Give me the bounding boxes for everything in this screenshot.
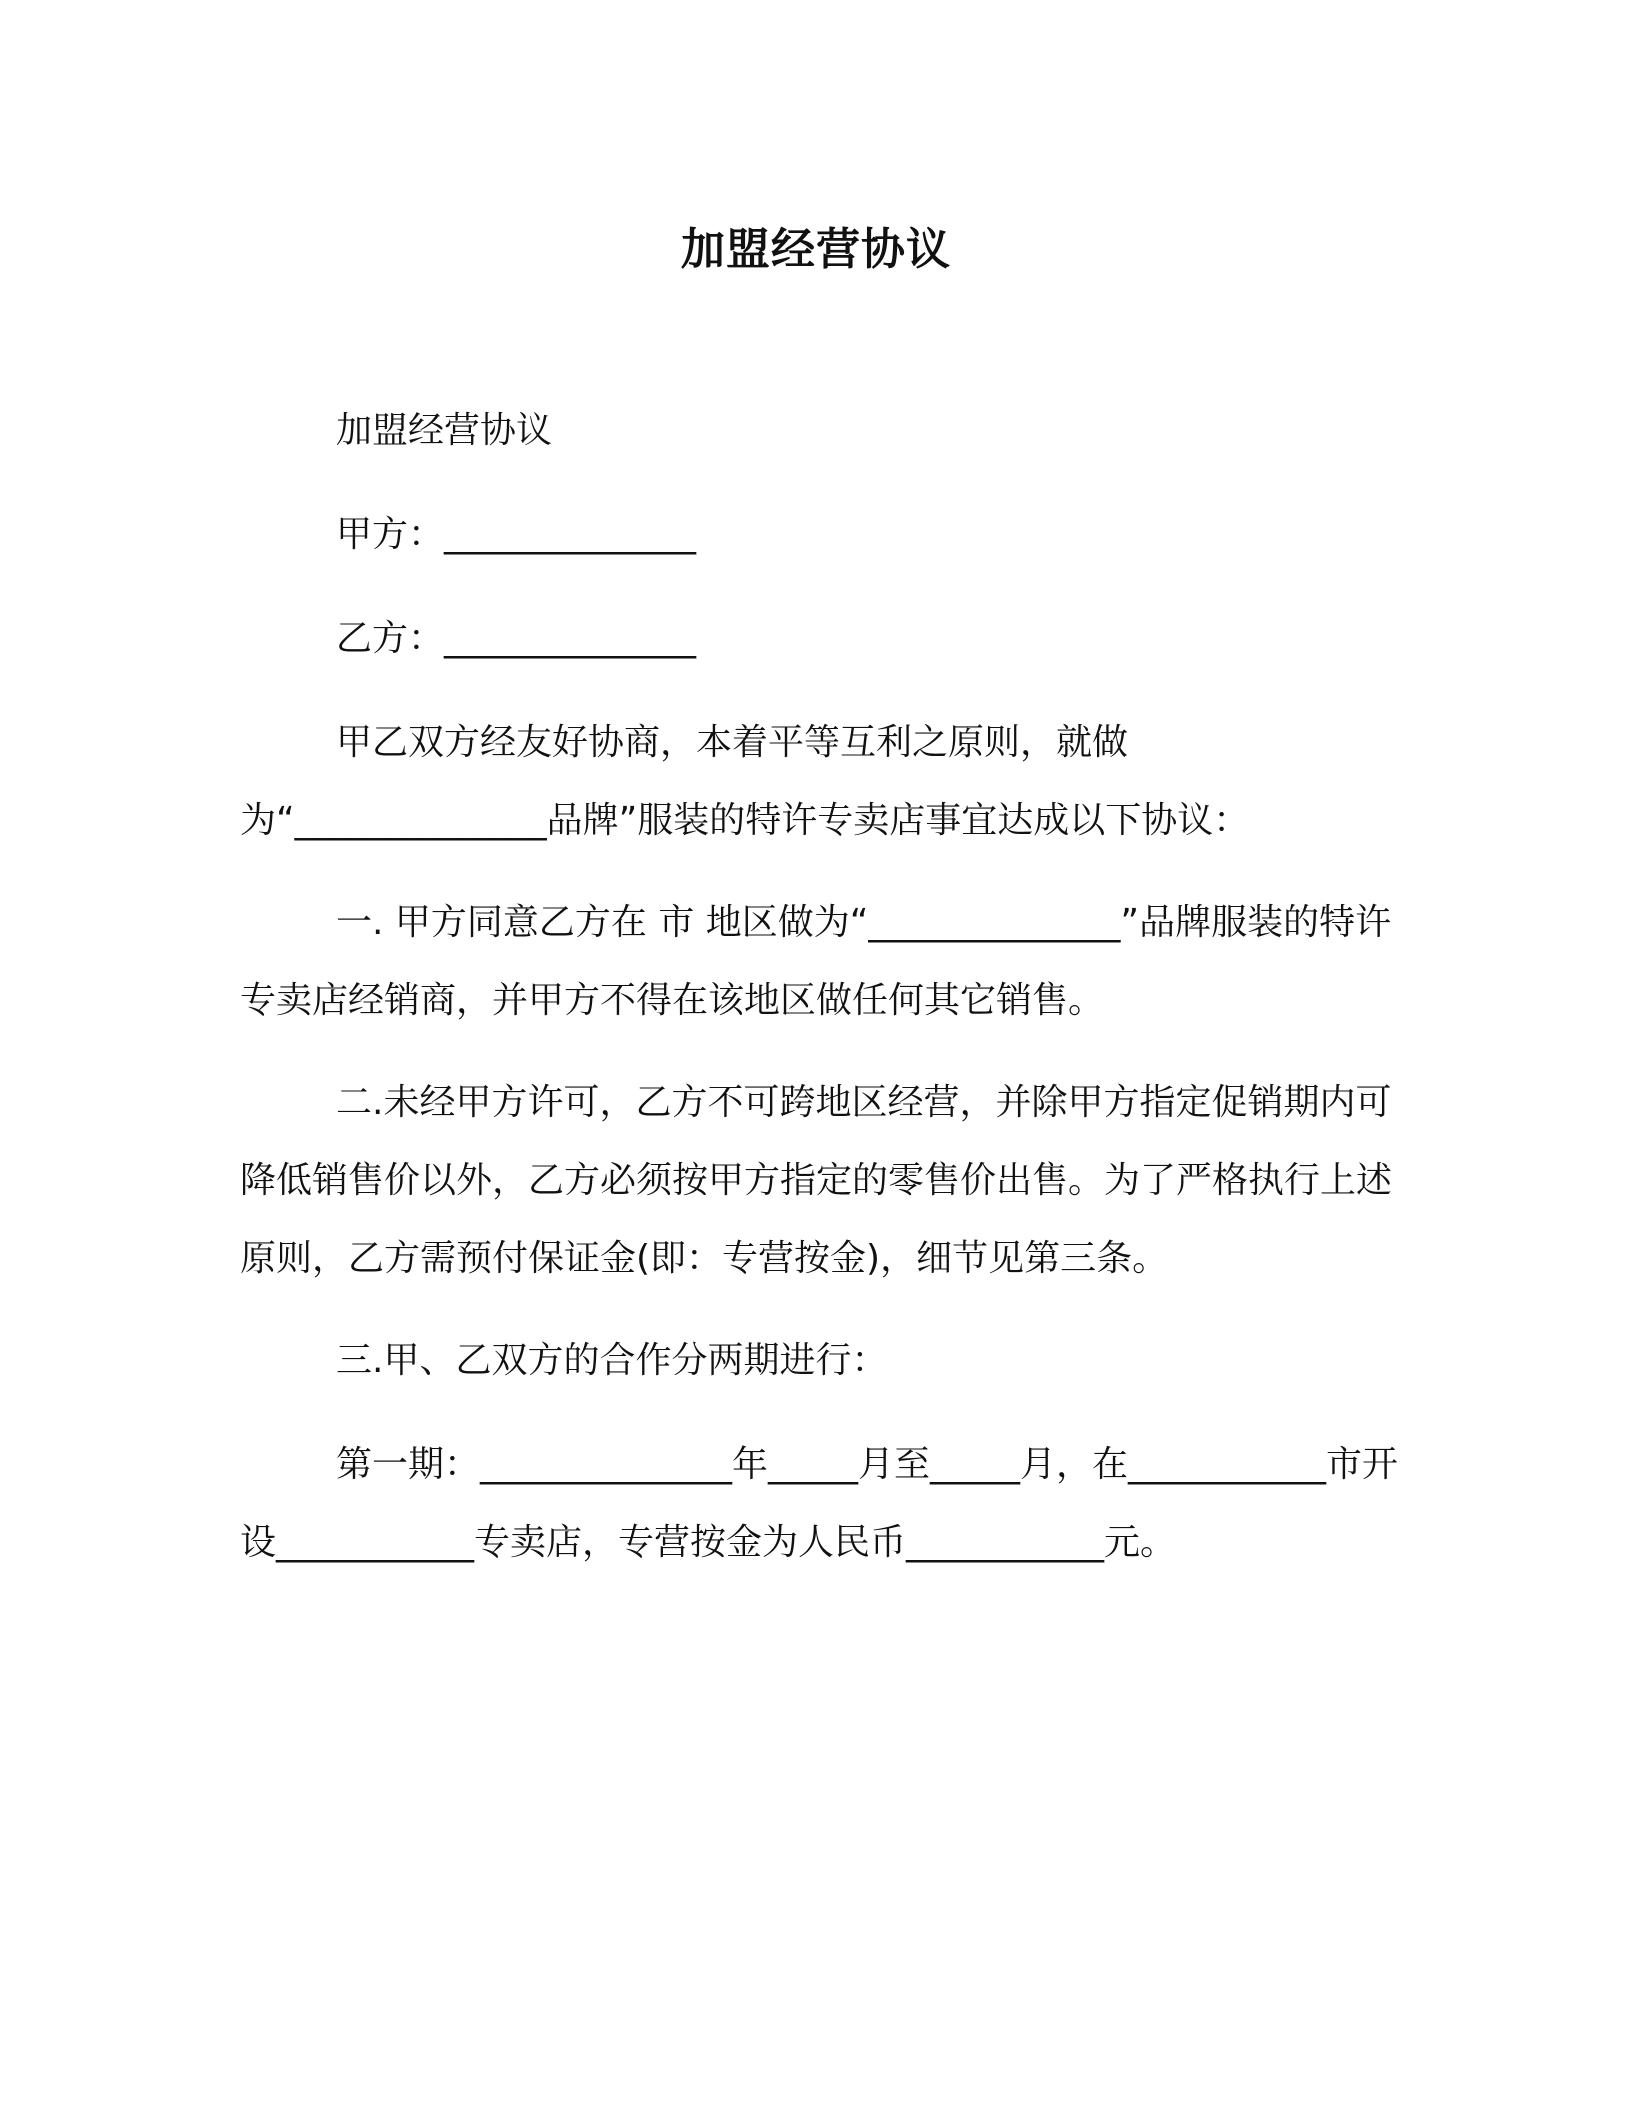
paragraph-phase-1: 第一期：______________年_____月至_____月，在___________市开设___________专卖店，专营按金为人民币___________元。 — [240, 1444, 1399, 1563]
paragraph-party-b: 乙方：______________ — [336, 618, 697, 659]
paragraph-intro: 甲乙双方经友好协商，本着平等互利之原则，就做为“______________品牌”服装的特许专卖店事宜达成以下协议： — [240, 722, 1250, 841]
paragraph-clause-3: 三.甲、乙双方的合作分两期进行： — [336, 1340, 888, 1381]
paragraph-heading: 加盟经营协议 — [336, 410, 553, 451]
paragraph-clause-1: 一. 甲方同意乙方在 市 地区做为“______________”品牌服装的特许专卖店经销商，并甲方不得在该地区做任何其它销售。 — [240, 902, 1392, 1021]
paragraph-clause-2: 二.未经甲方许可，乙方不可跨地区经营，并除甲方指定促销期内可降低销售价以外，乙方必须按甲方指定的零售价出售。为了严格执行上述原则，乙方需预付保证金(即：专营按金)，细节见第三条。 — [240, 1082, 1393, 1279]
document-body — [240, 392, 1400, 1606]
document-title: 加盟经营协议 — [681, 224, 951, 275]
paragraph-party-a: 甲方：______________ — [336, 514, 697, 555]
